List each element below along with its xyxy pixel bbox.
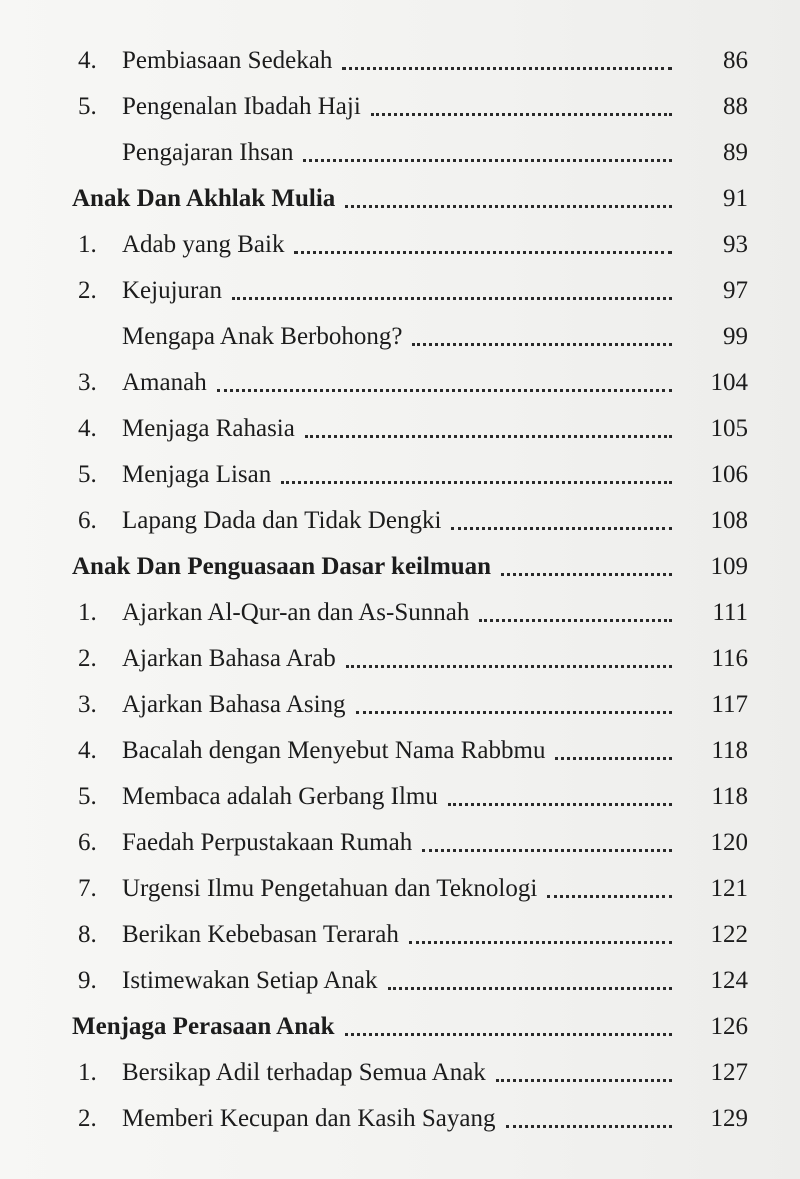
toc-page-number: 122 [710,921,748,948]
toc-page-number: 93 [723,231,748,258]
toc-entry-title: Faedah Perpustakaan Rumah [122,829,413,856]
dot-leader [479,615,672,622]
toc-page-number: 88 [723,93,748,120]
toc-entry-number: 4. [78,415,97,442]
toc-page-number: 120 [710,829,748,856]
dot-leader [281,477,672,484]
dot-leader [346,661,672,668]
toc-entry [0,1090,748,1134]
toc-entry-number: 5. [78,783,97,810]
toc-entry-title: Berikan Kebebasan Terarah [122,921,399,948]
toc-page-number: 89 [723,139,748,166]
toc-entry-number: 1. [78,231,97,258]
dot-leader [496,1075,672,1082]
toc-page-number: 118 [711,737,748,764]
toc-entry-number: 2. [78,277,97,304]
dot-leader [345,1029,672,1036]
dot-leader [388,983,672,990]
dot-leader [294,247,672,254]
toc-entry [0,400,748,444]
toc-entry-title: Pengajaran Ihsan [122,139,294,166]
dot-leader [422,845,672,852]
toc-entry-title: Bacalah dengan Menyebut Nama Rabbmu [122,737,546,764]
toc-entry [0,906,748,950]
toc-entry [0,952,748,996]
toc-page-number: 111 [712,599,748,626]
toc-entry [0,32,748,76]
toc-entry-number: 6. [78,507,97,534]
toc-entry-number: 6. [78,829,97,856]
toc-entry [0,1044,748,1088]
toc-entry [0,676,748,720]
toc-entry-title: Bersikap Adil terhadap Semua Anak [122,1059,486,1086]
toc-entry-number: 8. [78,921,97,948]
toc-entry-title: Menjaga Lisan [122,461,272,488]
toc-entry-number: 2. [78,1105,97,1132]
toc-entry [0,446,748,490]
toc-entry [0,354,748,398]
toc-entry-title: Pembiasaan Sedekah [122,47,333,74]
toc-page-number: 105 [710,415,748,442]
dot-leader [409,937,672,944]
dot-leader [547,891,672,898]
toc-page-number: 106 [710,461,748,488]
toc-entry-number: 5. [78,461,97,488]
toc-entry-title: Menjaga Rahasia [122,415,295,442]
toc-entry-title: Lapang Dada dan Tidak Dengki [122,507,442,534]
toc-entry [0,768,748,812]
toc-entry-number: 9. [78,967,97,994]
toc-entry-number: 7. [78,875,97,902]
toc-page-number: 129 [710,1105,748,1132]
toc-section-title: Anak Dan Akhlak Mulia [72,185,336,212]
toc-page-number: 127 [710,1059,748,1086]
toc-section-title: Anak Dan Penguasaan Dasar keilmuan [72,553,492,580]
dot-leader [305,431,672,438]
dot-leader [412,339,672,346]
toc-entry-number: 5. [78,93,97,120]
toc-entry-title: Pengenalan Ibadah Haji [122,93,361,120]
toc-page-number: 124 [710,967,748,994]
toc-entry [0,860,748,904]
toc-entry [0,492,748,536]
dot-leader [342,63,672,70]
toc-entry-title: Ajarkan Bahasa Arab [122,645,336,672]
dot-leader [356,707,672,714]
dot-leader [555,753,672,760]
toc-section [0,170,748,214]
toc-entry-number: 3. [78,691,97,718]
toc-section-title: Menjaga Perasaan Anak [72,1013,335,1040]
toc-entry [0,584,748,628]
dot-leader [232,293,672,300]
toc-entry [0,630,748,674]
toc-entry [0,308,748,352]
toc-entry-title: Amanah [122,369,207,396]
toc-entry [0,722,748,766]
toc-entry [0,78,748,122]
toc-page-number: 97 [723,277,748,304]
toc-entry [0,262,748,306]
toc-entry-number: 2. [78,645,97,672]
toc-entry-title: Ajarkan Al-Qur-an dan As-Sunnah [122,599,470,626]
toc-page-number: 91 [723,185,748,212]
dot-leader [448,799,672,806]
dot-leader [451,523,672,530]
toc-page-number: 121 [710,875,748,902]
toc-page-number: 118 [711,783,748,810]
toc-page-number: 117 [711,691,748,718]
dot-leader [345,201,672,208]
toc-entry-number: 1. [78,1059,97,1086]
dot-leader [501,569,672,576]
toc-entry [0,814,748,858]
toc-page-number: 116 [711,645,748,672]
toc-page-number: 109 [710,553,748,580]
toc-entry-title: Ajarkan Bahasa Asing [122,691,346,718]
toc-entry-title: Urgensi Ilmu Pengetahuan dan Teknologi [122,875,538,902]
dot-leader [303,155,672,162]
dot-leader [371,109,672,116]
toc-entry-title: Membaca adalah Gerbang Ilmu [122,783,438,810]
toc-page-number: 126 [710,1013,748,1040]
toc-page-number: 108 [710,507,748,534]
toc-entry-title: Memberi Kecupan dan Kasih Sayang [122,1105,496,1132]
toc-entry [0,216,748,260]
toc-entry-number: 4. [78,737,97,764]
toc-section [0,538,748,582]
toc-entry-title: Adab yang Baik [122,231,285,258]
toc-page-number: 104 [710,369,748,396]
toc-entry-number: 3. [78,369,97,396]
toc-entry-number: 1. [78,599,97,626]
toc-section [0,998,748,1042]
toc-entry-title: Kejujuran [122,277,222,304]
dot-leader [506,1121,672,1128]
toc-entry-number: 4. [78,47,97,74]
toc-page-number: 99 [723,323,748,350]
dot-leader [217,385,672,392]
toc-page-number: 86 [723,47,748,74]
toc-entry [0,124,748,168]
toc-entry-title: Istimewakan Setiap Anak [122,967,378,994]
toc-entry-title: Mengapa Anak Berbohong? [122,323,403,350]
